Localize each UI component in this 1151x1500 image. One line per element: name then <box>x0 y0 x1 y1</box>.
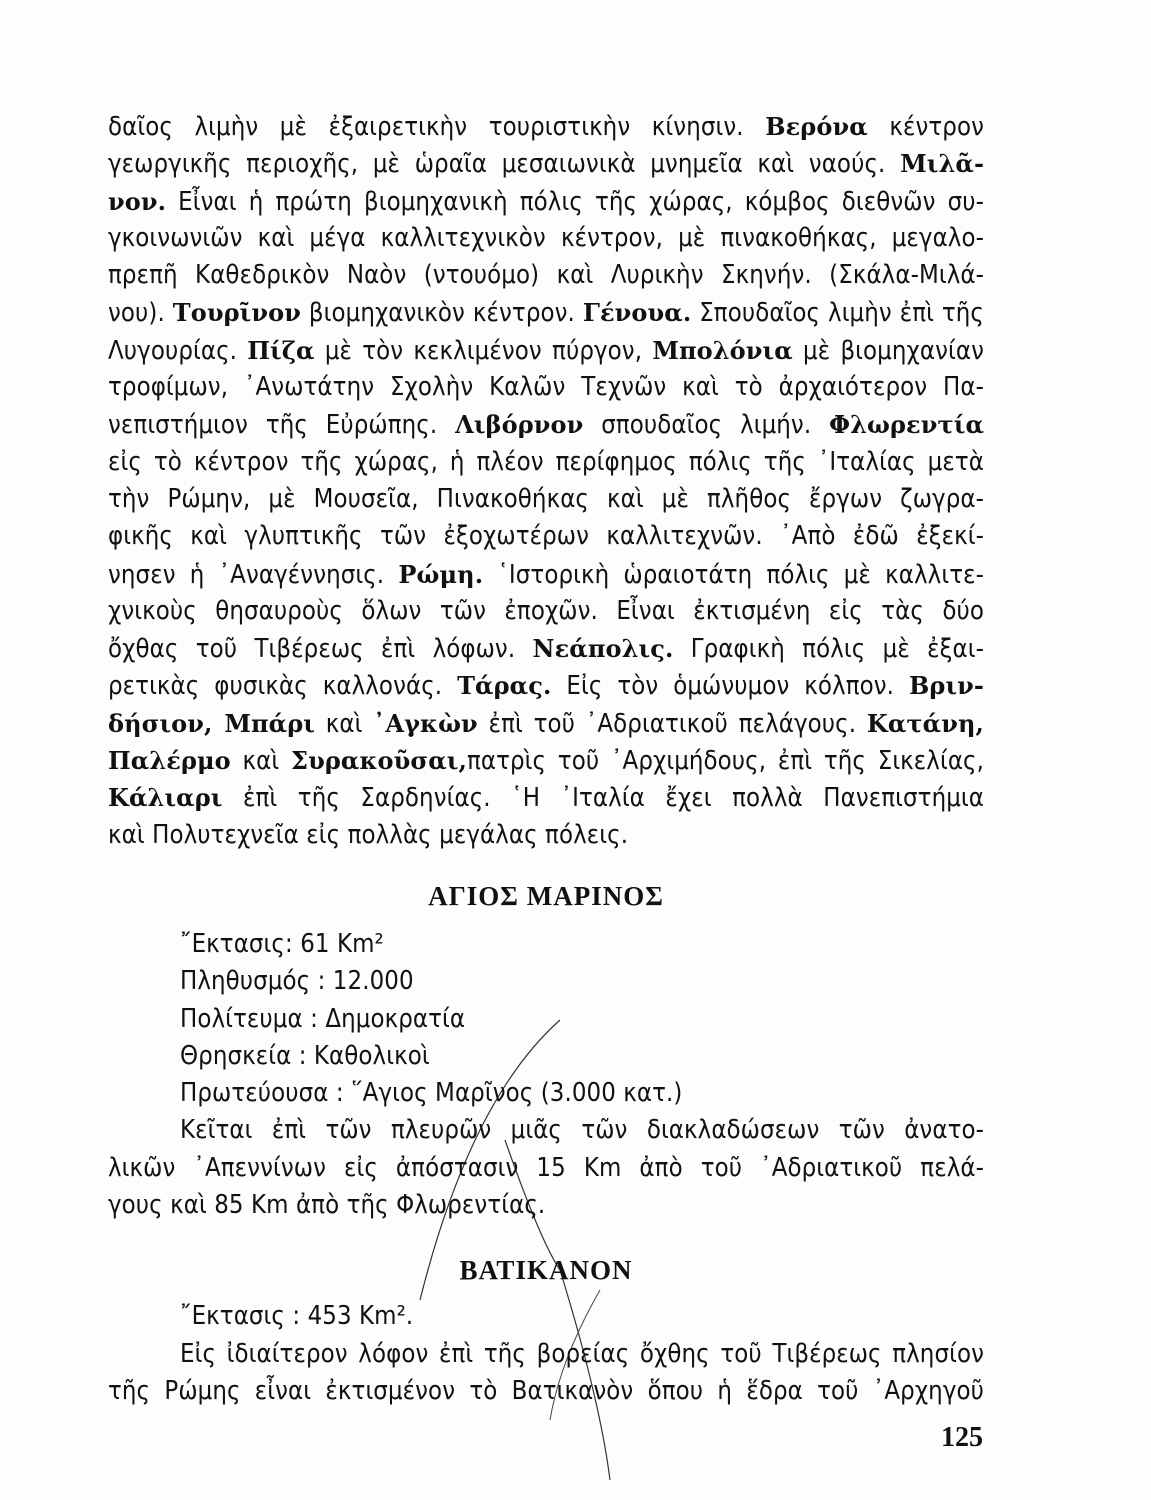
fact-line: Πολίτευμα : Δημοκρατία <box>180 1003 466 1034</box>
text-segment: νησεν ἡ ᾿Αναγέννησις. <box>108 559 399 590</box>
text-segment: σπουδαῖος λιμήν. <box>583 410 830 441</box>
text-line <box>108 742 984 779</box>
text-segment: Εἰς τὸν ὁμώνυμον κόλπον. <box>551 671 910 702</box>
text-segment: καὶ Πολυτεχνεῖα εἰς πολλὰς μεγάλας πόλεις. <box>108 819 629 850</box>
text-segment: γεωργικῆς περιοχῆς, μὲ ὡραῖα μεσαιωνικὰ μνημεῖα καὶ ναούς. <box>108 149 901 180</box>
text-line: Εἰς ἰδιαίτερον λόφον ἐπὶ τῆς βορείας ὄχθης τοῦ Τιβέρεως πλησίον <box>180 1338 984 1369</box>
text-line <box>108 294 984 331</box>
text-segment: χνικοὺς θησαυροὺς ὅλων τῶν ἐποχῶν. Εἶναι ἐκτισμένη εἰς τὰς δύο <box>108 595 984 626</box>
text-segment: τροφίμων, ᾿Ανωτάτην Σχολὴν Καλῶν Τεχνῶν καὶ τὸ ἀρχαιότερον Πα- <box>108 372 984 403</box>
text-segment: ρετικὰς φυσικὰς καλλονάς. <box>108 671 458 702</box>
vatican-heading: ΒΑΤΙΚΑΝΟΝ <box>459 1255 633 1286</box>
fact-line: ῎Εκτασις: 61 Km² <box>180 928 384 959</box>
text-line <box>108 481 984 518</box>
text-line <box>108 183 984 220</box>
text-line <box>108 667 984 704</box>
place-name: ᾿Αγκὼν <box>373 708 478 738</box>
place-name: Συρακοῦσαι, <box>291 746 467 776</box>
fact-line: Πρωτεύουσα : ῞Αγιος Μαρῖνος (3.000 κατ.) <box>180 1078 683 1109</box>
text-segment: ῾Ιστορικὴ ὡραιοτάτη πόλις μὲ καλλιτε- <box>483 559 984 590</box>
text-line: λικῶν ᾿Απεννίνων εἰς ἀπόστασιν 15 Km ἀπὸ τοῦ ᾿Αδριατικοῦ πελά- <box>108 1152 984 1183</box>
text-line <box>108 705 984 742</box>
place-name: Γένουα. <box>582 298 692 328</box>
text-segment: μὲ τὸν κεκλιμένον πύργον, <box>314 335 653 366</box>
place-name: Κατάνη, <box>866 708 984 738</box>
place-name: νον. <box>108 186 167 216</box>
text-line <box>108 556 984 593</box>
san-marino-paragraph <box>108 1112 984 1224</box>
place-name: Κάλιαρι <box>108 783 223 813</box>
place-name: Πίζα <box>247 335 315 365</box>
place-name: Ρώμη. <box>398 559 484 589</box>
vatican-facts <box>108 1298 984 1335</box>
text-segment: γκοινωνιῶν καὶ μέγα καλλιτεχνικὸν κέντρον, μὲ πινακοθήκας, μεγαλο- <box>108 222 984 253</box>
text-segment: ὄχθας τοῦ Τιβέρεως ἐπὶ λόφων. <box>108 634 533 665</box>
text-line <box>108 108 984 145</box>
text-line: Κεῖται ἐπὶ τῶν πλευρῶν μιᾶς τῶν διακλαδώσεων τῶν ἀνατο- <box>180 1115 984 1146</box>
italy-cities-text <box>108 108 984 854</box>
fact-line: Πληθυσμός : 12.000 <box>180 966 414 997</box>
text-segment: δαῖος λιμὴν μὲ ἐξαιρετικὴν τουριστικὴν κίνησιν. <box>108 112 766 142</box>
text-line <box>108 817 984 854</box>
text-line <box>108 257 984 294</box>
place-name: Νεάπολις. <box>532 634 674 664</box>
text-line <box>108 145 984 182</box>
text-segment: νεπιστήμιον τῆς Εὐρώπης. <box>108 410 456 441</box>
text-segment: τὴν Ρώμην, μὲ Μουσεῖα, Πινακοθήκας καὶ μὲ πλῆθος ἔργων ζωγρα- <box>108 483 984 514</box>
text-segment: νου). <box>108 298 173 329</box>
text-line <box>108 630 984 667</box>
text-segment: πρεπῆ Καθεδρικὸν Ναὸν (ντουόμο) καὶ Λυρικὴν Σκηνήν. (Σκάλα-Μιλά- <box>108 260 984 291</box>
place-name: δήσιον, Μπάρι <box>108 708 315 738</box>
text-line <box>108 444 984 481</box>
vatican-paragraph <box>108 1336 984 1411</box>
text-segment: Σπουδαῖος λιμὴν ἐπὶ τῆς <box>691 298 984 329</box>
text-segment: ἐπὶ τοῦ ᾿Αδριατικοῦ πελάγους. <box>477 708 867 739</box>
text-line <box>108 369 984 406</box>
text-segment: φικῆς καὶ γλυπτικῆς τῶν ἐξοχωτέρων καλλιτεχνῶν. ᾿Απὸ ἐδῶ ἐξεκί- <box>108 521 984 552</box>
page-number: 125 <box>941 1422 983 1453</box>
place-name: Παλέρμο <box>108 746 231 776</box>
place-name: Βριν- <box>909 671 984 701</box>
document-page <box>108 108 984 1410</box>
text-line <box>108 593 984 630</box>
place-name: Μπολόνια <box>652 335 793 365</box>
place-name: Φλωρεντία <box>829 410 985 440</box>
text-segment: καὶ <box>315 708 374 739</box>
place-name: Τάρας. <box>457 671 552 701</box>
text-segment: ἐπὶ τῆς Σαρδηνίας. ῾Η ᾿Ιταλία ἔχει πολλὰ Πανεπιστήμια <box>222 783 984 814</box>
text-segment: πατρὶς τοῦ ᾿Αρχιμήδους, ἐπὶ τῆς Σικελίας, <box>466 746 984 777</box>
text-segment: κέντρον <box>867 112 985 142</box>
san-marino-heading: ΑΓΙΟΣ ΜΑΡΙΝΟΣ <box>428 880 664 911</box>
text-line <box>108 406 984 443</box>
text-line <box>108 332 984 369</box>
fact-line: ῎Εκτασις : 453 Km². <box>180 1301 414 1332</box>
place-name: Τουρῖνον <box>172 298 301 328</box>
place-name: Μιλᾶ- <box>900 149 984 179</box>
text-line: τῆς Ρώμης εἶναι ἐκτισμένον τὸ Βατικανὸν ὅπου ἡ ἕδρα τοῦ ᾿Αρχηγοῦ <box>108 1375 984 1406</box>
text-segment: Εἶναι ἡ πρώτη βιομηχανικὴ πόλις τῆς χώρας, κόμβος διεθνῶν συ- <box>166 186 984 217</box>
text-segment: καὶ <box>230 746 291 777</box>
text-line <box>108 779 984 816</box>
text-line <box>108 220 984 257</box>
fact-line: Θρησκεία : Καθολικοὶ <box>180 1040 430 1071</box>
text-line <box>108 518 984 555</box>
san-marino-facts <box>108 926 984 1112</box>
place-name: Βερόνα <box>765 112 868 141</box>
place-name: Λιβόρνον <box>455 410 584 440</box>
text-segment: βιομηχανικὸν κέντρον. <box>300 298 583 329</box>
text-segment: εἰς τὸ κέντρον τῆς χώρας, ἡ πλέον περίφημος πόλις τῆς ᾿Ιταλίας μετὰ <box>108 446 984 477</box>
text-line: γους καὶ 85 Km ἀπὸ τῆς Φλωρεντίας. <box>108 1190 546 1221</box>
text-segment: μὲ βιομηχανίαν <box>792 335 984 366</box>
text-segment: Γραφικὴ πόλις μὲ ἐξαι- <box>673 634 984 665</box>
text-segment: Λυγουρίας. <box>108 335 248 366</box>
